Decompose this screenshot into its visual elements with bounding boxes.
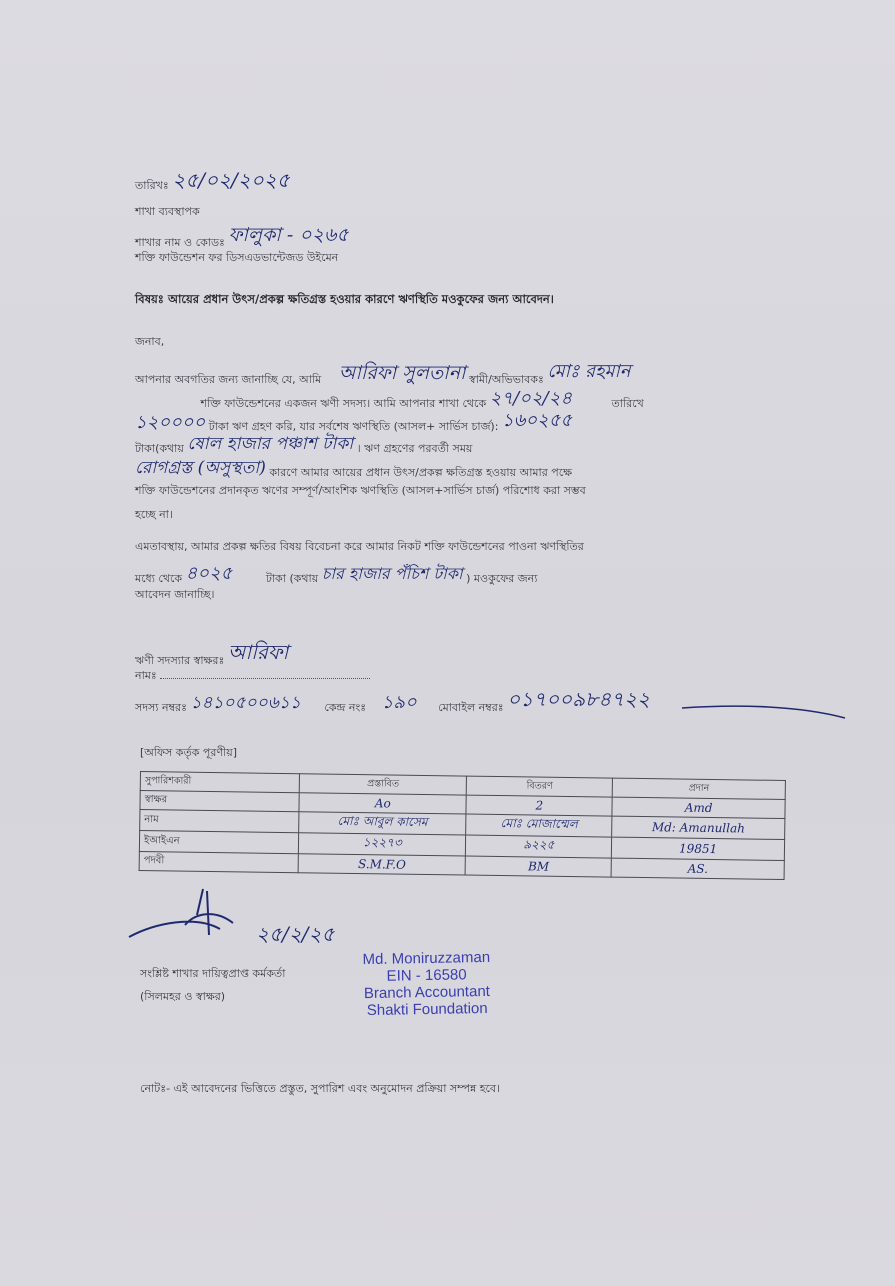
outstanding-words: ষোল হাজার পঞ্চাশ টাকা bbox=[187, 434, 354, 454]
table-cell: Amd bbox=[612, 797, 785, 818]
manager-label-1: সংশ্লিষ্ট শাখার দায়িত্বপ্রাপ্ত কর্মকর্তা bbox=[140, 967, 286, 980]
table-cell: মোঃ আবুল কাসেম bbox=[299, 812, 467, 835]
body-text: শক্তি ফাউন্ডেশনের একজন ঋণী সদস্য। আমি আপনার শাখা থেকে bbox=[200, 397, 487, 410]
applicant-name-row bbox=[135, 667, 370, 686]
loan-amount: ১২০০০০ bbox=[135, 412, 206, 433]
table-cell: 19851 bbox=[612, 837, 785, 860]
guardian-name: মোঃ রহমান bbox=[547, 361, 631, 382]
header-line1: শাখা ব্যবস্থাপক bbox=[135, 205, 200, 218]
date-row bbox=[135, 168, 290, 201]
branch-value: ফালুকা - ০২৬৫ bbox=[228, 224, 349, 246]
subject: বিষয়ঃ আয়ের প্রধান উৎস/প্রকল্প ক্ষতিগ্রস্ত হওয়ার কারণে ঋণস্থিতি মওকুফের জন্য আবেদন। bbox=[135, 292, 554, 306]
center-no: ১৯০ bbox=[381, 692, 417, 713]
approval-table bbox=[139, 771, 786, 880]
office-use-label: [অফিস কর্তৃক পূরণীয়] bbox=[140, 746, 237, 759]
mobile-label: মোবাইল নম্বরঃ bbox=[438, 701, 504, 714]
row-label: স্বাক্ষর bbox=[140, 791, 299, 812]
date-label: তারিখঃ bbox=[135, 179, 169, 192]
body-p2-line-1: এমতাবস্থায়, আমার প্রকল্প ক্ষতির বিষয় বিবেচনা করে আমার নিকট শক্তি ফাউন্ডেশনের পাওনা ঋণস্থিতির bbox=[135, 540, 584, 553]
name-label: নামঃ bbox=[135, 669, 157, 682]
table-cell: ১২২৭৩ bbox=[298, 833, 466, 856]
branch-label: শাখার নাম ও কোডঃ bbox=[135, 236, 225, 249]
body-line-7: হচ্ছে না। bbox=[135, 508, 173, 521]
body-text: আপনার অবগতির জন্য জানাচ্ছি যে, আমি bbox=[135, 373, 322, 386]
underline-stroke bbox=[680, 700, 850, 722]
manager-sign-date: ২৫/২/২৫ bbox=[256, 922, 335, 946]
table-cell: S.M.F.O bbox=[298, 854, 466, 875]
body-text: কারণে আমার আয়ের প্রধান উৎস/প্রকল্প ক্ষতিগ্রস্ত হওয়ায় আমার পক্ষে bbox=[269, 466, 573, 479]
waive-words: চার হাজার পঁচিশ টাকা bbox=[321, 564, 463, 583]
body-text: স্বামী/অভিভাবকঃ bbox=[469, 373, 544, 386]
mobile-no: ০১৭০০৯৮৪৭২২ bbox=[507, 687, 651, 711]
member-no: ১৪১০৫০০৬১১ bbox=[190, 693, 301, 713]
row-label: ইআইএন bbox=[139, 831, 298, 854]
center-label: কেন্দ্র নংঃ bbox=[324, 701, 367, 714]
header-line3: শক্তি ফাউন্ডেশন ফর ডিসএডভান্টেজড উইমেন bbox=[135, 251, 339, 264]
salutation: জনাব, bbox=[135, 335, 165, 348]
body-p2-line-3: আবেদন জানাচ্ছি। bbox=[135, 588, 215, 601]
header-cell: প্রদান bbox=[612, 778, 785, 799]
body-text: টাকা(কথায় bbox=[135, 442, 184, 455]
manager-label-2: (সিলমহর ও স্বাক্ষর) bbox=[140, 990, 226, 1003]
body-text: তারিখে bbox=[611, 397, 644, 410]
header-cell: সুপারিশকারী bbox=[140, 772, 299, 793]
manager-signature bbox=[125, 885, 245, 945]
header-cell: বিতরণ bbox=[467, 776, 613, 797]
outstanding-amount: ১৬০২৫৫ bbox=[501, 410, 573, 431]
table-cell: 2 bbox=[466, 795, 612, 816]
row-label: নাম bbox=[140, 810, 299, 833]
stamp-ein: EIN - 16580 bbox=[386, 966, 467, 985]
row-label: পদবী bbox=[139, 851, 298, 872]
stamp-name: Md. Moniruzzaman bbox=[362, 948, 491, 969]
waive-amount: ৪০২৫ bbox=[185, 563, 233, 584]
body-text: ) মওকুফের জন্য bbox=[466, 572, 538, 585]
table-cell: BM bbox=[466, 856, 612, 877]
body-text: । ঋণ গ্রহণের পরবর্তী সময় bbox=[356, 442, 473, 455]
applicant-ids-row bbox=[135, 687, 651, 723]
stamp-org: Shakti Foundation bbox=[366, 999, 488, 1020]
footer-note: নোটঃ- এই আবেদনের ভিত্তিতে প্রস্তুত, সুপারিশ এবং অনুমোদন প্রক্রিয়া সম্পন্ন হবে। bbox=[140, 1082, 500, 1095]
table-cell: ৯২২৫ bbox=[466, 835, 612, 858]
official-stamp bbox=[362, 949, 491, 1019]
body-text: টাকা ঋণ গ্রহণ করি, যার সর্বশেষ ঋণস্থিতি (আসল+ সার্ভিস চার্জ): bbox=[208, 420, 499, 433]
loan-date: ২৭/০২/২৪ bbox=[489, 388, 572, 409]
name-blank bbox=[160, 678, 370, 679]
body-text: টাকা (কথায় bbox=[265, 572, 319, 585]
signature-label: ঋণী সদস্যার স্বাক্ষরঃ bbox=[135, 654, 225, 667]
date-value: ২৫/০২/২০২৫ bbox=[172, 168, 290, 192]
table-cell: Ao bbox=[299, 793, 467, 814]
cause: রোগগ্রস্ত (অসুস্থতা) bbox=[135, 458, 266, 478]
table-cell: Md: Amanullah bbox=[612, 816, 785, 839]
applicant-signature: আরিফা bbox=[227, 640, 289, 664]
member-no-label: সদস্য নম্বরঃ bbox=[135, 701, 187, 714]
header-cell: প্রস্তাবিত bbox=[299, 774, 467, 795]
table-cell: AS. bbox=[611, 858, 784, 879]
body-text: মধ্যে থেকে bbox=[135, 572, 183, 585]
table-cell: মোঃ মোজাম্মেল bbox=[466, 814, 612, 837]
stamp-title: Branch Accountant bbox=[363, 982, 491, 1003]
body-line-6: শক্তি ফাউন্ডেশনের প্রদানকৃত ঋণের সম্পূর্ণ/আংশিক ঋণস্থিতি (আসল+সার্ভিস চার্জ) পরিশোধ করা সম্ভব bbox=[135, 484, 586, 497]
member-name: আরিফা সুলতানা bbox=[338, 362, 466, 384]
